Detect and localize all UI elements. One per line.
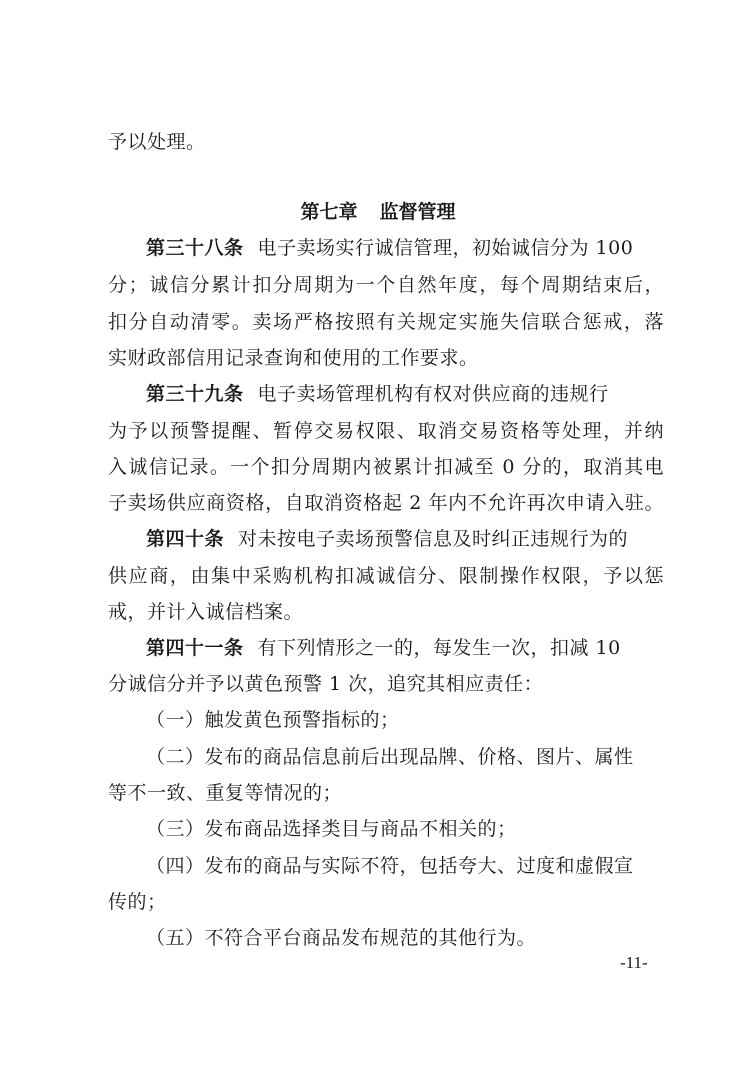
article-38-line-4: 实财政部信用记录查询和使用的工作要求。 (108, 347, 479, 369)
article-39-line-1 (146, 379, 609, 409)
list-item-4-line-2: 传的； (108, 891, 167, 913)
article-41-line-2: 分诚信分并予以黄色预警 1 次，追究其相应责任： (108, 673, 544, 695)
list-item-5: （五）不符合平台商品发布规范的其他行为。 (146, 927, 537, 949)
chapter-title (0, 197, 756, 227)
chapter-number: 第七章 (300, 201, 358, 223)
article-40-heading: 第四十条 (146, 528, 225, 550)
list-item-3: （三）发布商品选择类目与商品不相关的； (146, 818, 517, 840)
article-38-line-1 (146, 233, 633, 263)
chapter-name: 监督管理 (379, 201, 456, 223)
list-item-2-line-2: 等不一致、重复等情况的； (108, 782, 343, 804)
article-40-line-2: 供应商，由集中采购机构扣减诚信分、限制操作权限，予以惩 (108, 565, 664, 587)
text-line: 予以处理。 (108, 131, 206, 153)
list-item-4-line-1: （四）发布的商品与实际不符，包括夸大、过度和虚假宣 (146, 855, 634, 877)
article-38-line-2: 分；诚信分累计扣分周期为一个自然年度，每个周期结束后， (108, 274, 664, 296)
article-41-heading: 第四十一条 (146, 637, 244, 659)
list-item-2-line-1: （二）发布的商品信息前后出现品牌、价格、图片、属性 (146, 746, 634, 768)
list-item-1: （一）触发黄色预警指标的； (146, 709, 400, 731)
article-39-line-4: 子卖场供应商资格，自取消资格起 2 年内不允许再次申请入驻。 (108, 492, 664, 514)
article-39-heading: 第三十九条 (146, 383, 244, 405)
article-41-line-1 (146, 633, 621, 663)
article-40-line-3: 戒，并计入诚信档案。 (108, 601, 304, 623)
article-38-line-3: 扣分自动清零。卖场严格按照有关规定实施失信联合惩戒，落 (108, 311, 664, 333)
article-40-text: 对未按电子卖场预警信息及时纠正违规行为的 (238, 528, 629, 550)
article-39-line-2: 为予以预警提醒、暂停交易权限、取消交易资格等处理，并纳 (108, 420, 664, 442)
article-39-line-3: 入诚信记录。一个扣分周期内被累计扣减至 0 分的，取消其电 (108, 456, 664, 478)
article-39-text: 电子卖场管理机构有权对供应商的违规行 (257, 383, 609, 405)
article-38-heading: 第三十八条 (146, 237, 244, 259)
article-41-text: 有下列情形之一的，每发生一次，扣减 10 (257, 637, 621, 659)
article-38-text: 电子卖场实行诚信管理，初始诚信分为 100 (257, 237, 634, 259)
page-number: -11- (620, 953, 648, 972)
article-40-line-1 (146, 524, 628, 554)
